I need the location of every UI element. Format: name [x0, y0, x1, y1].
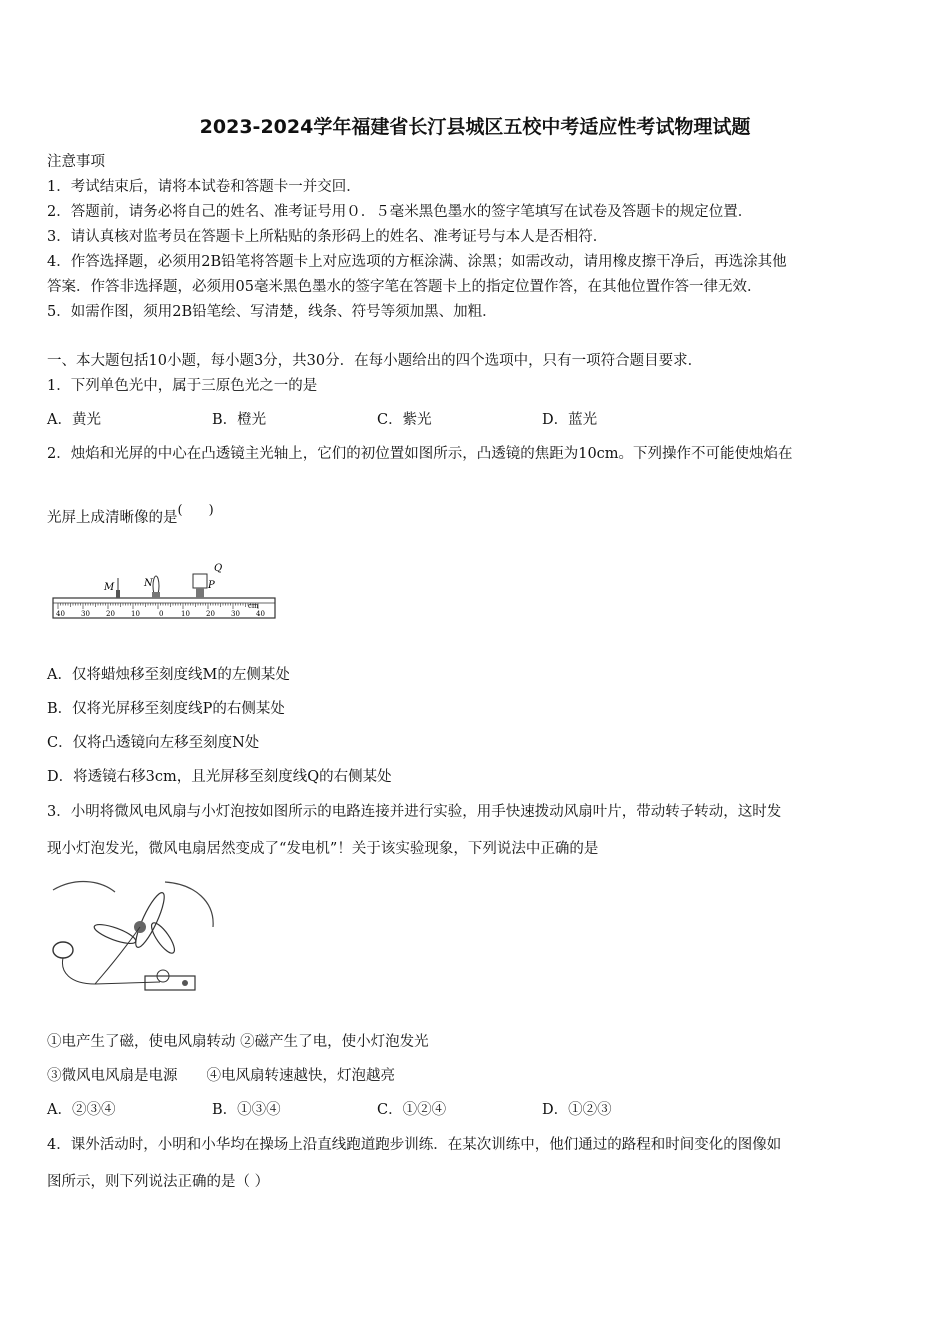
notice-item: 2．答题前，请务必将自己的姓名、准考证号用０．５毫米黑色墨水的签字笔填写在试卷及答题卡的规定位置．	[47, 204, 753, 220]
notice-heading: 注意事项	[47, 154, 105, 170]
label-p: P	[208, 580, 215, 591]
q4-stem-line2: 图所示，则下列说法正确的是（ ）	[47, 1174, 270, 1190]
q1-stem: 1．下列单色光中，属于三原色光之一的是	[47, 378, 318, 394]
notice-item: 4．作答选择题，必须用2B铅笔将答题卡上对应选项的方框涂满、涂黑；如需改动，请用橡皮擦干净后，再选涂其他	[47, 254, 787, 270]
lens-stand	[152, 592, 160, 598]
fan-blade	[148, 920, 178, 956]
tick-label: 20	[206, 610, 215, 618]
notice-item: 3．请认真核对监考员在答题卡上所粘贴的条形码上的姓名、准考证号与本人是否相符．	[47, 229, 608, 245]
candle-mark	[116, 590, 120, 598]
q4-stem: 4．课外活动时，小明和小华均在操场上沿直线跑道跑步训练．在某次训练中，他们通过的路程和时间变化的图像如	[47, 1137, 782, 1153]
q3-stem-line2: 现小灯泡发光，微风电扇居然变成了“发电机”！关于该实验现象，下列说法中正确的是	[47, 841, 599, 857]
tick-label: 40	[256, 610, 265, 618]
q1-option-d: D．蓝光	[542, 412, 598, 428]
q3-option-d: D．①②③	[542, 1102, 612, 1118]
tick-label: 10	[131, 610, 140, 618]
q3-statements-2: ③微风电风扇是电源 ④电风扇转速越快，灯泡越亮	[47, 1068, 395, 1084]
q3-option-b: B．①③④	[212, 1102, 281, 1118]
answer-blank: ( )	[177, 503, 214, 518]
q1-option-b: B．橙光	[212, 412, 267, 428]
screen-mark	[193, 574, 207, 588]
unit-label: cm	[248, 602, 259, 610]
screen-stand	[196, 588, 204, 598]
q3-option-c: C．①②④	[377, 1102, 447, 1118]
notice-item: 5．如需作图，须用2B铅笔绘、写清楚，线条、符号等须加黑、加粗．	[47, 304, 497, 320]
hand-outline	[165, 882, 213, 927]
q2-option-b: B．仅将光屏移至刻度线P的右侧某处	[47, 701, 285, 717]
fan-circuit-figure	[45, 872, 223, 1004]
tick-label: 10	[181, 610, 190, 618]
q2-option-c: C．仅将凸透镜向左移至刻度N处	[47, 735, 260, 751]
optical-bench-figure	[48, 556, 280, 628]
notice-item: 1．考试结束后，请将本试卷和答题卡一并交回．	[47, 179, 361, 195]
ruler-ticks	[58, 603, 258, 609]
label-n: N	[144, 578, 153, 589]
tick-label: 40	[56, 610, 65, 618]
q1-option-c: C．紫光	[377, 412, 432, 428]
label-m: M	[104, 582, 115, 593]
q3-stem: 3．小明将微风电风扇与小灯泡按如图所示的电路连接并进行实验，用手快速拨动风扇叶片，带动转子转动，这时发	[47, 804, 782, 820]
section-heading: 一、本大题包括10小题，每小题3分，共30分．在每小题给出的四个选项中，只有一项符合题目要求．	[47, 353, 703, 369]
tick-label: 30	[231, 610, 240, 618]
q2-stem: 2．烛焰和光屏的中心在凸透镜主光轴上，它们的初位置如图所示，凸透镜的焦距为10cm。下列操作不可能使烛焰在	[47, 446, 793, 462]
fan-blade	[131, 890, 169, 950]
q3-statements-1: ①电产生了磁，使电风扇转动 ②磁产生了电，使小灯泡发光	[47, 1034, 429, 1050]
wire-coil	[53, 942, 73, 958]
label-q: Q	[214, 563, 223, 574]
q2-option-a: A．仅将蜡烛移至刻度线M的左侧某处	[47, 667, 290, 683]
q2-stem-text: 光屏上成清晰像的是	[47, 510, 178, 526]
fan-blade	[92, 921, 137, 947]
notice-item: 答案．作答非选择题，必须用05毫米黑色墨水的签字笔在答题卡上的指定位置作答，在其他位置作答一律无效．	[47, 279, 762, 295]
hand-outline	[53, 882, 115, 892]
terminal	[182, 980, 188, 986]
tick-label: 20	[106, 610, 115, 618]
wire	[95, 927, 140, 984]
q2-option-d: D．将透镜右移3cm，且光屏移至刻度线Q的右侧某处	[47, 769, 392, 785]
q2-stem-line2	[47, 503, 214, 529]
q1-option-a: A．黄光	[47, 412, 101, 428]
tick-label: 30	[81, 610, 90, 618]
tick-label: 0	[159, 610, 164, 618]
q3-option-a: A．②③④	[47, 1102, 116, 1118]
page-title: 2023-2024学年福建省长汀县城区五校中考适应性考试物理试题	[199, 116, 751, 138]
